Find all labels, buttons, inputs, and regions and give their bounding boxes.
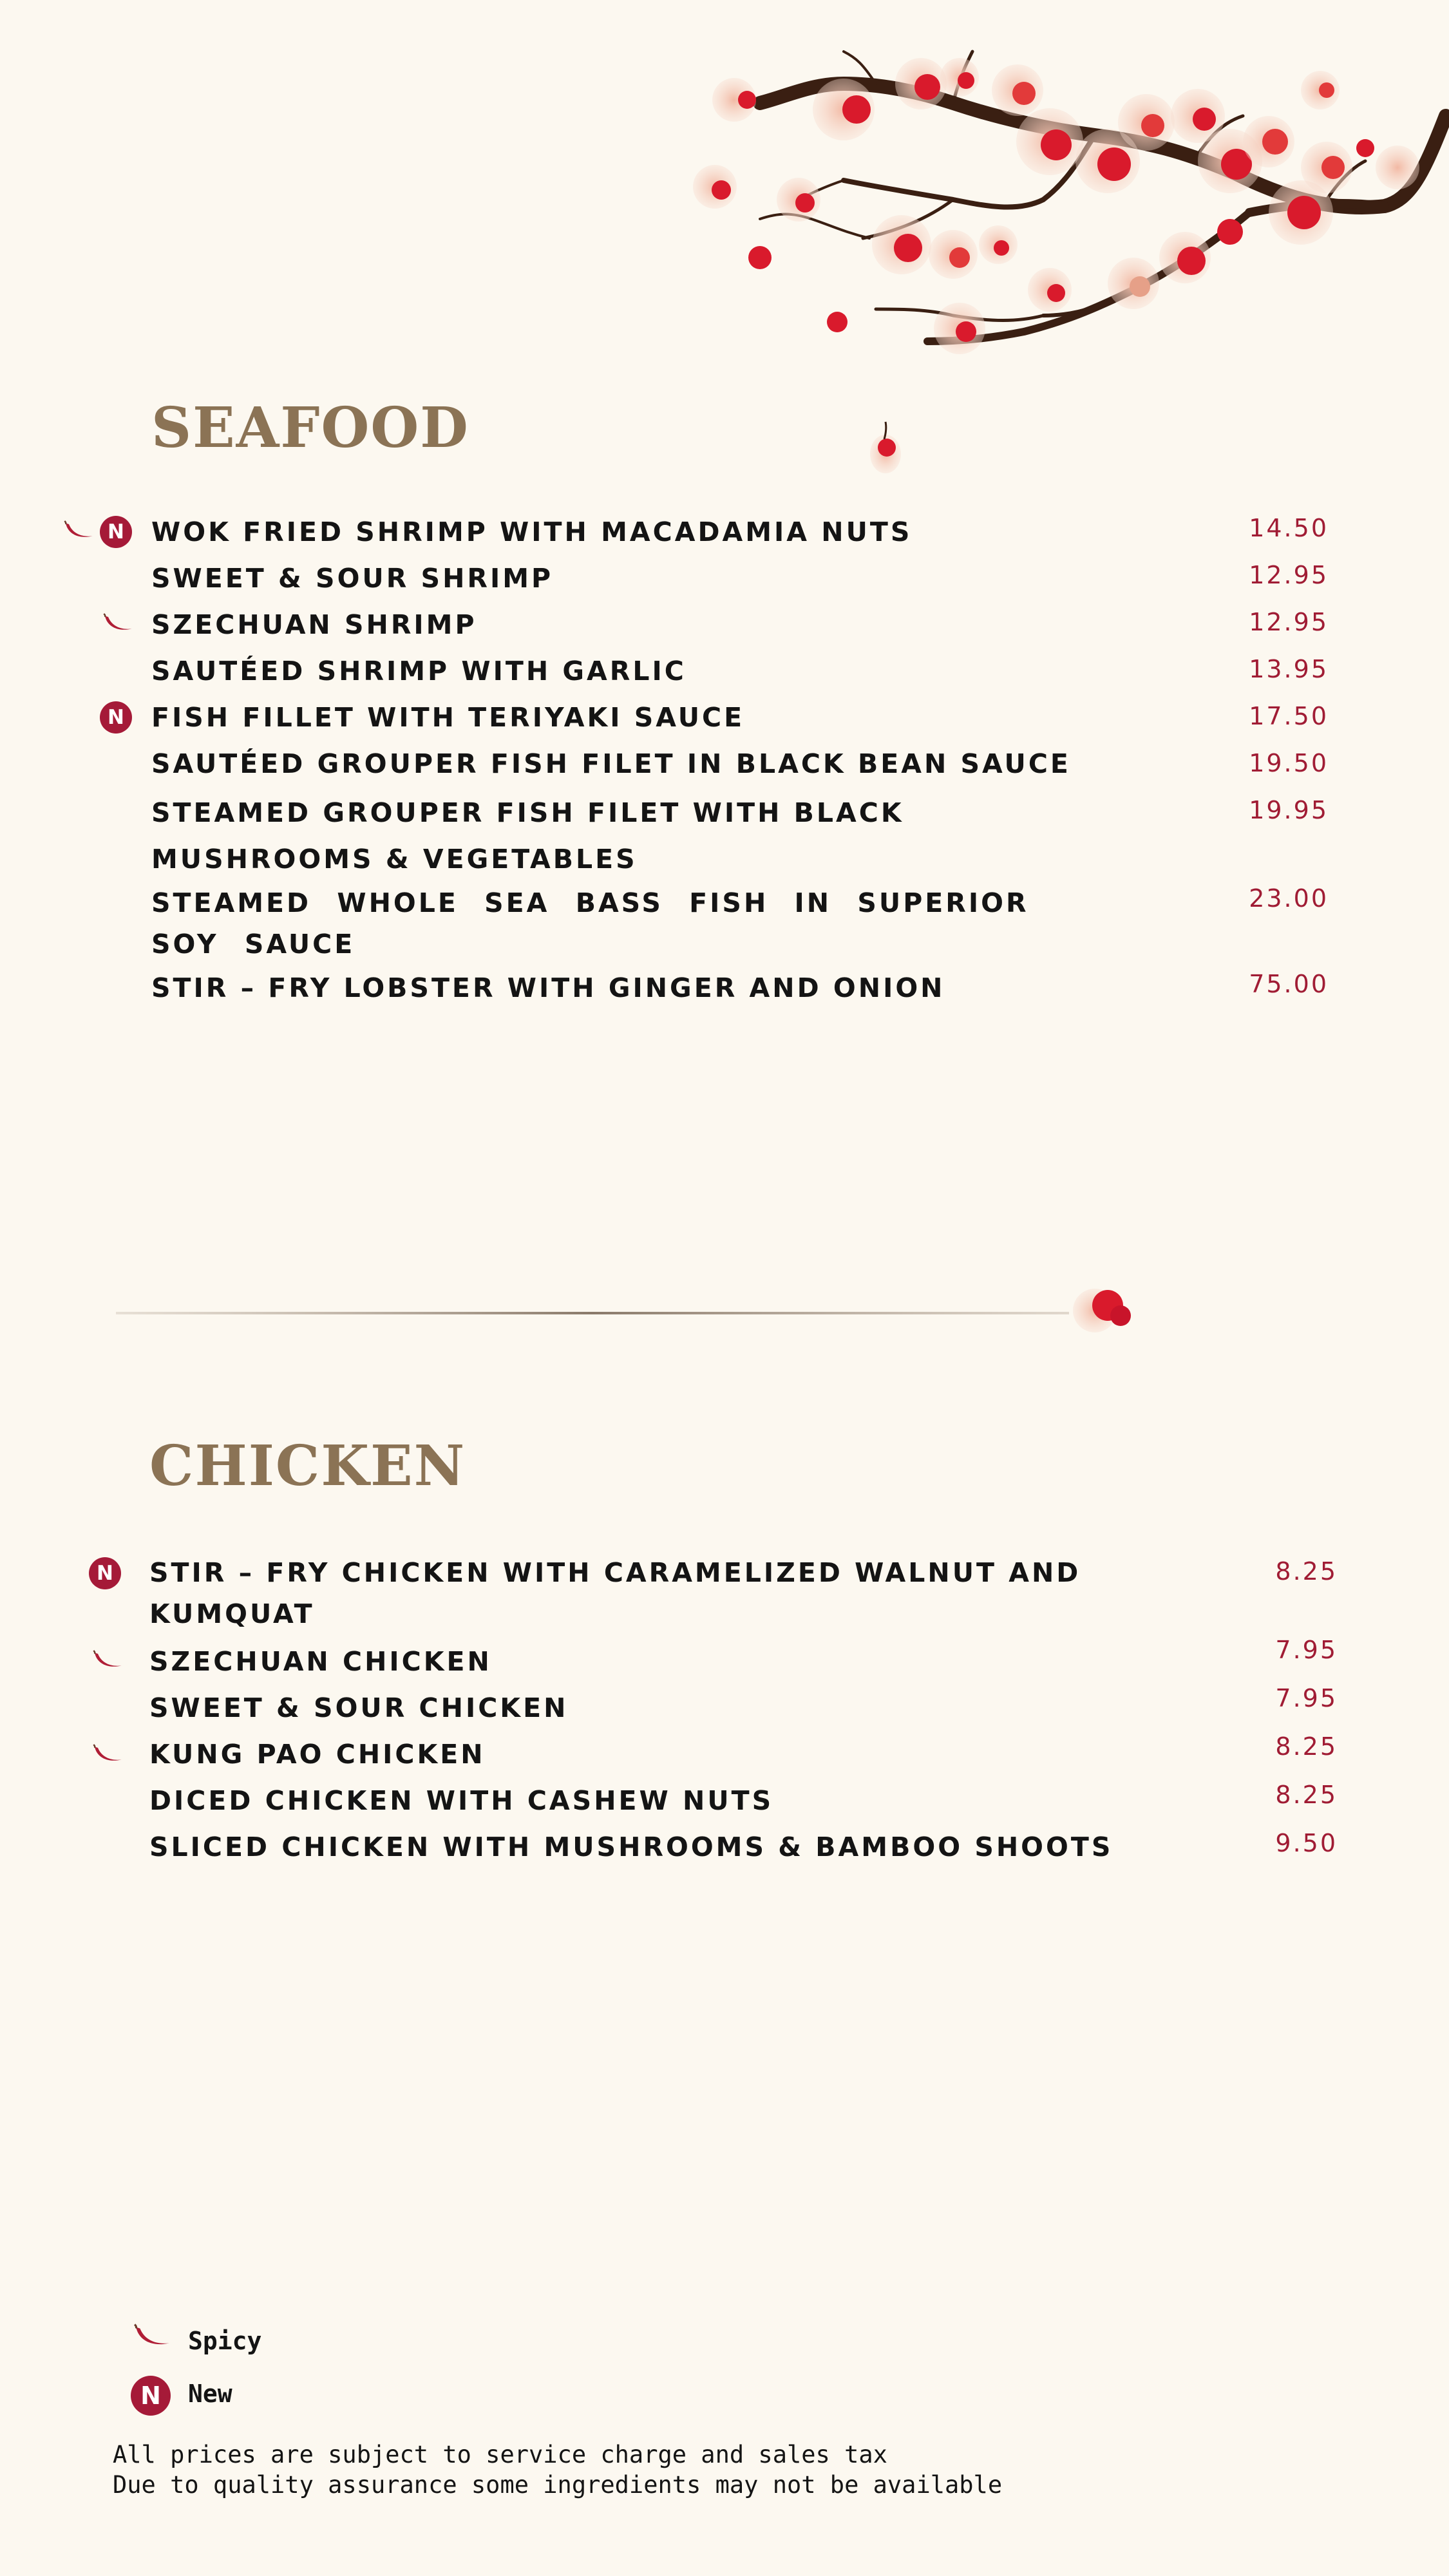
new-badge-icon: N: [100, 516, 132, 548]
menu-item-name: STIR – FRY CHICKEN WITH CARAMELIZED WALNUT AND KUMQUAT: [149, 1557, 1081, 1629]
cherry-blossom-branch-illustration: [683, 39, 1449, 374]
menu-item-name: SZECHUAN CHICKEN: [149, 1646, 492, 1677]
menu-item-price: 12.95: [1249, 561, 1329, 589]
menu-item-price: 13.95: [1249, 655, 1329, 683]
menu-item-price: 8.25: [1275, 1732, 1338, 1761]
menu-item-name: KUNG PAO CHICKEN: [149, 1739, 486, 1770]
new-badge-icon: N: [89, 1557, 121, 1589]
menu-item-name: SZECHUAN SHRIMP: [151, 609, 477, 640]
chili-icon: [91, 1743, 124, 1766]
chili-icon: [91, 1649, 124, 1672]
menu-item-name: SWEET & SOUR CHICKEN: [149, 1692, 569, 1723]
menu-item-name: STEAMED WHOLE SEA BASS FISH IN SUPERIOR SOY SAUCE: [151, 887, 1029, 960]
seafood-section-title: SEAFOOD: [151, 395, 469, 460]
menu-item-name: FISH FILLET WITH TERIYAKI SAUCE: [151, 702, 745, 733]
legend-chili-icon: [132, 2322, 172, 2351]
menu-item-price: 14.50: [1249, 514, 1329, 542]
menu-item-name: STIR – FRY LOBSTER WITH GINGER AND ONION: [151, 972, 945, 1003]
section-divider: [116, 1278, 1140, 1343]
legend-new-badge-icon: N: [131, 2376, 171, 2416]
menu-item-price: 23.00: [1249, 884, 1329, 913]
falling-blossom-illustration: [866, 419, 905, 477]
menu-item-price: 7.95: [1275, 1636, 1338, 1664]
menu-item-price: 7.95: [1275, 1684, 1338, 1712]
menu-item-name: SAUTÉED GROUPER FISH FILET IN BLACK BEAN SAUCE: [151, 748, 1071, 779]
menu-item-price: 8.25: [1275, 1781, 1338, 1809]
legend-spicy-label: Spicy: [188, 2327, 262, 2355]
menu-item-name: SWEET & SOUR SHRIMP: [151, 563, 554, 594]
menu-item-name: DICED CHICKEN WITH CASHEW NUTS: [149, 1785, 774, 1816]
menu-item-name: WOK FRIED SHRIMP WITH MACADAMIA NUTS: [151, 516, 913, 547]
new-badge-icon: N: [100, 701, 132, 734]
menu-item-name: STEAMED GROUPER FISH FILET WITH BLACK MUSHROOMS & VEGETABLES: [151, 797, 904, 875]
menu-item-price: 12.95: [1249, 608, 1329, 636]
menu-item-name: SAUTÉED SHRIMP WITH GARLIC: [151, 656, 687, 687]
menu-item-price: 9.50: [1275, 1829, 1338, 1857]
menu-item-price: 19.95: [1249, 796, 1329, 824]
menu-item-price: 17.50: [1249, 702, 1329, 730]
footnote-ingredients: Due to quality assurance some ingredients may not be available: [113, 2471, 1003, 2499]
menu-item-price: 75.00: [1249, 970, 1329, 998]
menu-item-price: 19.50: [1249, 749, 1329, 777]
chicken-section-title: CHICKEN: [149, 1434, 466, 1499]
menu-item-price: 8.25: [1275, 1557, 1338, 1586]
menu-item-name: SLICED CHICKEN WITH MUSHROOMS & BAMBOO SHOOTS: [149, 1832, 1113, 1862]
chili-icon: [62, 519, 95, 542]
legend-new-label: New: [188, 2380, 232, 2408]
chili-icon: [102, 612, 134, 635]
footnote-prices: All prices are subject to service charge and sales tax: [113, 2441, 887, 2468]
